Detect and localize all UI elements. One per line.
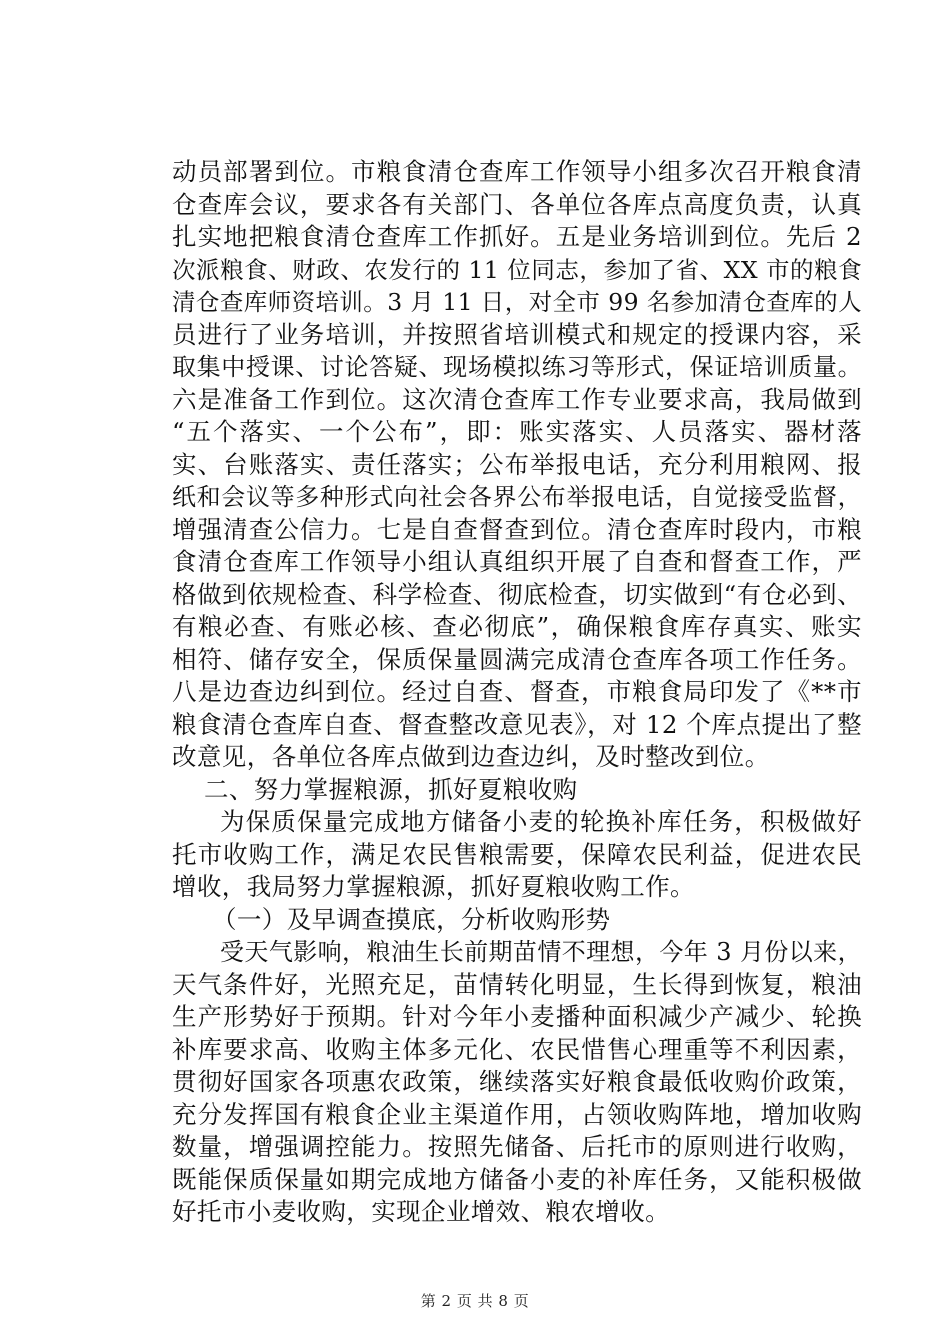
subsection-heading: （一）及早调查摸底，分析收购形势	[212, 904, 611, 934]
text-line: 仓查库会议，要求各有关部门、各单位各库点高度负责，认真	[172, 189, 862, 219]
text-line: 相符、储存安全，保质保量圆满完成清仓查库各项工作任务。	[172, 644, 862, 674]
text-line: 六是准备工作到位。这次清仓查库工作专业要求高，我局做到	[172, 384, 862, 414]
text-line: 生产形势好于预期。针对今年小麦播种面积减少产减少、轮换	[172, 1002, 862, 1031]
text-line: 好托市小麦收购，实现企业增效、粮农增收。	[172, 1197, 670, 1226]
text-line: 员进行了业务培训，并按照省培训模式和规定的授课内容，采	[172, 319, 862, 349]
text-line: 贯彻好国家各项惠农政策，继续落实好粮食最低收购价政策，	[172, 1067, 862, 1096]
section-heading: 二、努力掌握粮源，抓好夏粮收购	[204, 774, 578, 804]
text-line: 食清仓查库工作领导小组认真组织开展了自查和督查工作，严	[172, 547, 862, 576]
text-line: 实、台账落实、责任落实；公布举报电话，充分利用粮网、报	[172, 449, 862, 479]
text-line: 增收，我局努力掌握粮源，抓好夏粮收购工作。	[172, 872, 695, 901]
text-line: 为保质保量完成地方储备小麦的轮换补库任务，积极做好	[220, 807, 862, 836]
text-line: “五个落实、一个公布”，即：账实落实、人员落实、器材落	[172, 417, 862, 446]
text-line: 补库要求高、收购主体多元化、农民惜售心理重等不利因素，	[172, 1034, 862, 1064]
text-line: 动员部署到位。市粮食清仓查库工作领导小组多次召开粮食清	[172, 157, 862, 186]
text-line: 八是边查边纠到位。经过自查、督查，市粮食局印发了《**市	[172, 677, 862, 706]
text-line: 扎实地把粮食清仓查库工作抓好。五是业务培训到位。先后 2	[172, 222, 862, 251]
text-line: 取集中授课、讨论答疑、现场模拟练习等形式，保证培训质量。	[172, 353, 862, 381]
text-line: 纸和会议等多种形式向社会各界公布举报电话，自觉接受监督，	[172, 483, 862, 511]
text-line: 天气条件好，光照充足，苗情转化明显，生长得到恢复，粮油	[172, 969, 862, 999]
text-line: 增强清查公信力。七是自查督查到位。清仓查库时段内，市粮	[172, 514, 862, 544]
text-line: 粮食清仓查库自查、督查整改意见表》，对 12 个库点提出了整	[172, 709, 862, 739]
text-line: 有粮必查、有账必核、查必彻底”，确保粮食库存真实、账实	[172, 612, 862, 641]
page-number-footer: 第 2 页 共 8 页	[420, 1292, 530, 1310]
text-line: 数量，增强调控能力。按照先储备、后托市的原则进行收购，	[172, 1132, 862, 1161]
text-line: 受天气影响，粮油生长前期苗情不理想，今年 3 月份以来，	[220, 938, 862, 966]
text-line: 次派粮食、财政、农发行的 11 位同志，参加了省、XX 市的粮食	[172, 255, 862, 284]
document-body	[172, 156, 862, 1229]
text-line: 清仓查库师资培训。3 月 11 日，对全市 99 名参加清仓查库的人	[172, 288, 862, 316]
text-line: 格做到依规检查、科学检查、彻底检查，切实做到“有仓必到、	[172, 579, 862, 609]
text-line: 改意见，各单位各库点做到边查边纠，及时整改到位。	[172, 742, 770, 771]
text-line: 既能保质保量如期完成地方储备小麦的补库任务，又能积极做	[172, 1164, 862, 1194]
text-line: 充分发挥国有粮食企业主渠道作用，占领收购阵地，增加收购	[172, 1099, 862, 1129]
text-line: 托市收购工作，满足农民售粮需要，保障农民利益，促进农民	[172, 839, 862, 869]
